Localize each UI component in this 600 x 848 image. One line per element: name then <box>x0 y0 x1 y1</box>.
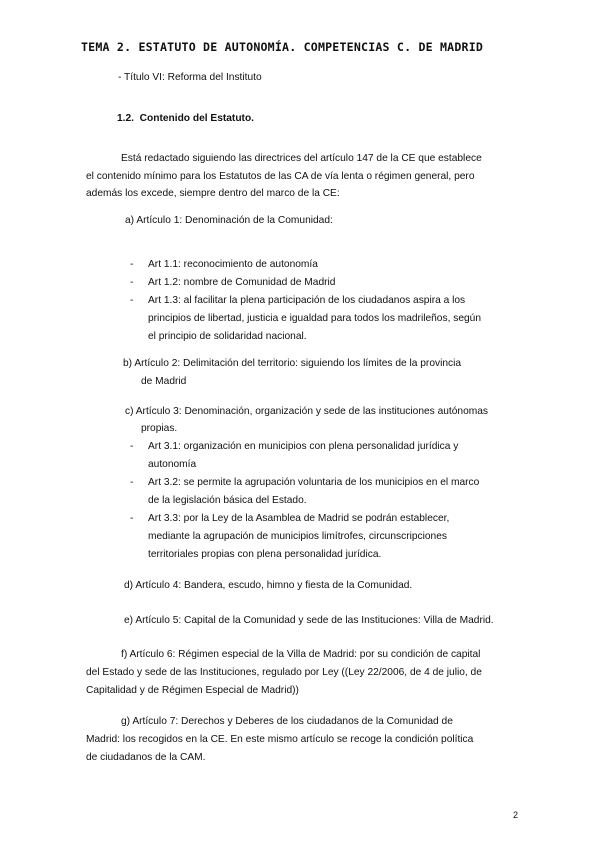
art-1-1: Art 1.1: reconocimiento de autonomía <box>148 259 318 270</box>
section-number: 1.2. <box>117 113 134 124</box>
article-a-title: a) Artículo 1: Denominación de la Comunidad: <box>125 215 333 226</box>
section-title: Contenido del Estatuto. <box>139 113 254 124</box>
art-3-1-line-1: Art 3.1: organización en municipios con plena personalidad jurídica y <box>148 441 459 452</box>
intro-line-2: el contenido mínimo para los Estatutos de las CA de vía lenta o régimen general, pero <box>86 171 475 182</box>
bullet-dash: - <box>130 277 134 288</box>
page-number: 2 <box>513 810 519 820</box>
bullet-dash: - <box>130 441 134 452</box>
intro-line-1: Está redactado siguiendo las directrices del artículo 147 de la CE que establece <box>121 153 482 164</box>
art-3-2-line-1: Art 3.2: se permite la agrupación voluntaria de los municipios en el marco <box>148 477 480 488</box>
bullet-dash: - <box>130 295 134 306</box>
article-g-line-1: g) Artículo 7: Derechos y Deberes de los ciudadanos de la Comunidad de <box>121 716 453 727</box>
bullet-dash: - <box>130 259 134 270</box>
article-g-line-3: de ciudadanos de la CAM. <box>86 752 206 763</box>
article-f-line-1: f) Artículo 6: Régimen especial de la Villa de Madrid: por su condición de capital <box>121 649 481 660</box>
article-c-title-line-2: propias. <box>141 423 178 434</box>
article-b-line-2: de Madrid <box>141 376 187 387</box>
article-e: e) Artículo 5: Capital de la Comunidad y sede de las Instituciones: Villa de Madrid. <box>124 615 494 626</box>
article-b-line-1: b) Artículo 2: Delimitación del territorio: siguiendo los límites de la provincia <box>123 358 462 369</box>
intro-line-3: además los excede, siempre dentro del marco de la CE: <box>86 188 340 199</box>
art-1-3-line-3: el principio de solidaridad nacional. <box>148 331 307 342</box>
art-3-1-line-2: autonomía <box>148 459 197 470</box>
art-3-3-line-2: mediante la agrupación de municipios limítrofes, circunscripciones <box>148 531 447 542</box>
page-heading: TEMA 2. ESTATUTO DE AUTONOMÍA. COMPETENCIAS C. DE MADRID <box>81 40 484 54</box>
art-1-3-line-2: principios de libertad, justicia e igualdad para todos los madrileños, según <box>148 313 481 324</box>
article-g-line-2: Madrid: los recogidos en la CE. En este mismo artículo se recoge la condición política <box>86 734 474 745</box>
art-1-3-line-1: Art 1.3: al facilitar la plena participación de los ciudadanos aspira a los <box>148 295 466 306</box>
bullet-dash: - <box>130 477 134 488</box>
art-3-3-line-1: Art 3.3: por la Ley de la Asamblea de Madrid se podrán establecer, <box>148 513 450 524</box>
art-3-2-line-2: de la legislación básica del Estado. <box>148 495 307 506</box>
art-1-2: Art 1.2: nombre de Comunidad de Madrid <box>148 277 336 288</box>
article-c-title-line-1: c) Artículo 3: Denominación, organización y sede de las instituciones autónomas <box>125 406 488 417</box>
subtitle: - Título VI: Reforma del Instituto <box>118 72 262 83</box>
article-f-line-3: Capitalidad y de Régimen Especial de Madrid)) <box>86 685 299 696</box>
article-d: d) Artículo 4: Bandera, escudo, himno y fiesta de la Comunidad. <box>124 580 413 591</box>
bullet-dash: - <box>130 513 134 524</box>
section-heading <box>117 110 254 128</box>
article-f-line-2: del Estado y sede de las Instituciones, regulado por Ley ((Ley 22/2006, de 4 de julio, de <box>86 667 482 678</box>
art-3-3-line-3: territoriales propias con plena personalidad jurídica. <box>148 549 382 560</box>
